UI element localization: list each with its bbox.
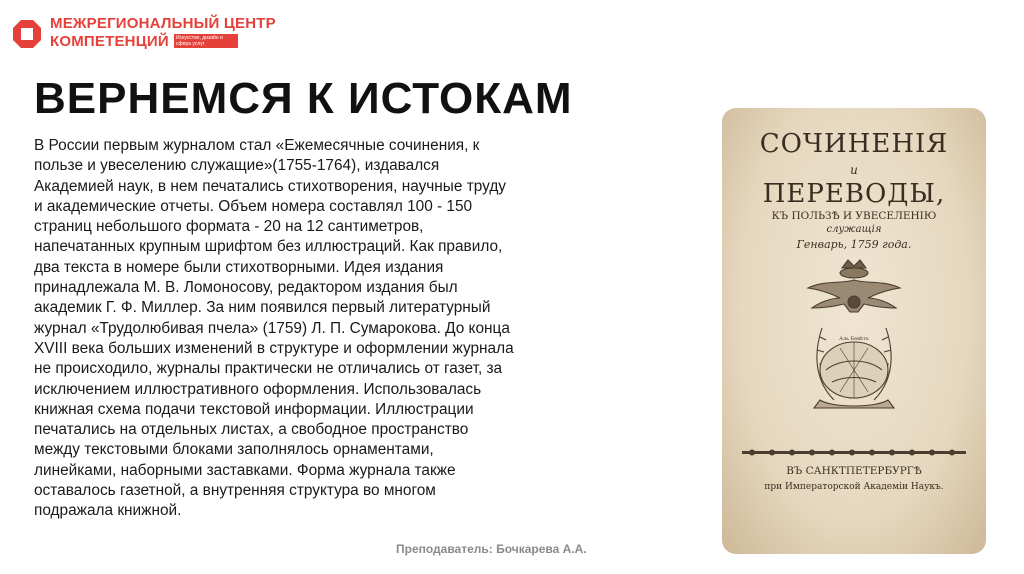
logo-mark-icon (12, 19, 42, 49)
logo-text-line1: МЕЖРЕГИОНАЛЬНЫЙ ЦЕНТР (50, 15, 276, 32)
footer-author: Преподаватель: Бочкарева А.А. (396, 542, 587, 556)
imperial-emblem-icon (808, 260, 900, 408)
logo[interactable] (12, 12, 276, 56)
cover-title-line2: и (850, 163, 858, 177)
imprint-line1: ВЪ САНКТПЕТЕРБУРГѢ (786, 465, 922, 477)
cover-date-line6: Генварь, 1759 года. (796, 238, 912, 251)
logo-text-line2: КОМПЕТЕНЦИЙ (50, 33, 169, 50)
cover-subtitle-line5: служащія (826, 224, 882, 235)
emblem-motto: Аль Бевѣтъ (839, 336, 869, 342)
slide-title: ВЕРНЕМСЯ К ИСТОКАМ (34, 74, 573, 123)
slide-body-text: В России первым журналом стал «Ежемесячные сочинения, к пользе и увеселению служащие»(1755-1764), издавался Академией наук, в нем печатались стихотворения, научные труду и академические отчеты. Объем номера составлял 100 - 150 страниц небольшого формата - 20 на 12 сантиметров, напечатанных крупным шрифтом без иллюстраций. Как правило, два текста в номере были стихотворными. Идея издания принадлежала М. В. Ломоносову, редактором издания был академик Г. Ф. Миллер. За ним появился первый литературный журнал «Трудолюбивая пчела» (1759) Л. П. Сумарокова. До конца XVIII века больших изменений в структуре и оформлении журнала не происходило, журналы практически не отличались от газет, за исключением иллюстративного оформления. Использовалась книжная схема подачи текстовой информации. Иллюстрации печатались на отдельных листах, а свободное пространство между текстовыми блоками заполнялось орнаментами, линейками, наборными заставками. Форма журнала также оставалось газетной, а внутренняя структура во многом подражала книжной. (34, 137, 514, 520)
book-cover-image (722, 108, 986, 554)
cover-title-line3: ПЕРЕВОДЫ, (762, 179, 946, 209)
cover-subtitle-line4: КЪ ПОЛЬЗѢ И УВЕСЕЛЕНІЮ (771, 210, 937, 222)
logo-tagline: Искусство, дизайн и сфера услуг (174, 34, 238, 48)
imprint-line2: при Императорской Академіи Наукъ. (764, 482, 944, 492)
ornament-divider-icon (742, 450, 966, 456)
cover-title-line1: СОЧИНЕНІЯ (759, 129, 949, 159)
